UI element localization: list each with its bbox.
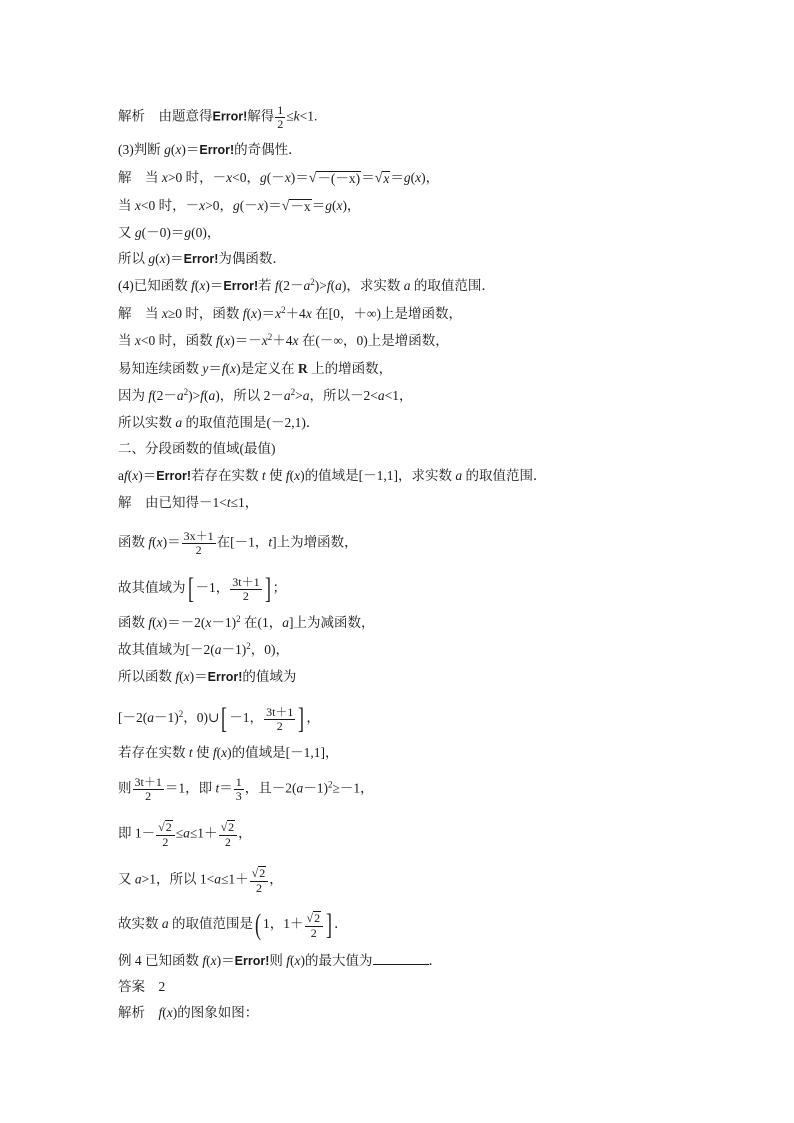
solution-line-continuous: 易知连续函数 y＝f(x)是定义在 R 上的增函数， <box>118 361 393 376</box>
question-line-4: (4)已知函数 f(x)＝Error!若 $f(2-a^2)>f(a)$，求实数 a 的取值范围． <box>118 277 495 293</box>
sqrt: √ －x <box>281 199 311 214</box>
solution-case-negative: 当 x<0 时，－x>0，g(－x)＝ √ －x ＝g(x)， <box>118 198 361 214</box>
fraction: √ 2 2 <box>219 820 238 849</box>
answer-blank <box>373 951 429 965</box>
example-3-solution-6: 所以函数 f(x)＝Error!的值域为 <box>118 669 297 684</box>
fraction: $\frac{3t+1}{2}$ <box>266 704 294 733</box>
example-3-solution-5: 故其值域为[$-2(a-1)^2$，0)， <box>118 641 289 657</box>
solution-line-increasing-2: 当 x<0 时，函数 $f(x)=-x^2+4x$ 在(－∞，0)上是增函数， <box>118 332 449 348</box>
example-3-solution-1: 解 由已知得－1<t≤1， <box>118 495 259 510</box>
example-3-solution-10: 即 1－ √ 2 2 ≤a≤1＋ √ 2 2 ， <box>118 820 252 849</box>
solution-case-positive: 解 当 x>0 时，－x<0，g(－x)＝ √ －(－x) ＝ √ x ＝g(x)， <box>118 170 440 186</box>
example-3-solution-11: 又 a>1，所以 1<a≤1＋ √ 2 2 ， <box>118 866 283 895</box>
example-3-question: af(x)＝Error!若存在实数 t 使 f(x)的值域是[－1,1]，求实数 a 的取值范围． <box>118 468 547 483</box>
fraction: $\frac{3t+1}{2}$ <box>134 775 162 803</box>
fraction: √ 2 2 <box>250 866 269 895</box>
solution-conclusion-even: 所以 g(x)＝Error!为偶函数． <box>118 251 286 266</box>
solution-line-increasing-1: 解 当 x≥0 时，函数 $f(x)=x^2+4x$ 在[0，＋∞)上是增函数， <box>118 305 463 321</box>
example-3-solution-7: [$-2(a-1)^2$，0)∪[ －1， $\frac{3t+1}{2}$ ] ， <box>118 702 320 735</box>
example-3-solution-3: 故其值域为[ －1， $\frac{3t+1}{2}$ ] ； <box>118 572 287 605</box>
solution-line-inequality: 因为 $f(2-a^2)>f(a)$，所以 $2-a^2>a$，所以－2<a<1， <box>118 387 413 403</box>
solution-line-g0: 又 g(－0)＝g(0)， <box>118 225 221 240</box>
fraction: √ 2 2 <box>305 911 324 940</box>
question-line-3: (3)判断 g(x)＝Error!的奇偶性． <box>118 142 302 157</box>
sqrt: √ x <box>374 171 390 186</box>
example-3-answer: 故实数 a 的取值范围是( 1，1＋ √ 2 2 ] ． <box>118 908 348 941</box>
fraction: $\frac{3x+1}{2}$ <box>183 529 214 557</box>
fraction: √ 2 2 <box>156 820 175 849</box>
example-3-solution-4: 函数 $f(x)=-2(x-1)^2$ 在(1，a]上为减函数， <box>118 614 375 630</box>
example-3-solution-2: 函数 f(x)＝ $\frac{3x+1}{2}$ 在[－1，t]上为增函数， <box>118 529 358 557</box>
solution-line-1: 解析 由题意得Error!解得 $\frac{1}{2}$ ≤k<1. <box>118 103 318 131</box>
example-4-analysis: 解析 f(x)的图象如图： <box>118 1005 259 1020</box>
solution-answer-range: 所以实数 a 的取值范围是(－2,1)． <box>118 415 320 430</box>
fraction: $\frac{1}{3}$ <box>235 775 242 803</box>
sqrt: √ －(－x) <box>308 171 361 186</box>
fraction: $\frac{1}{2}$ <box>277 103 284 131</box>
fraction: $\frac{3t+1}{2}$ <box>232 574 260 603</box>
example-4-question: 例 4 已知函数 f(x)＝Error!则 f(x)的最大值为 ． <box>118 953 443 968</box>
section-heading-2: 二、分段函数的值域(最值) <box>118 441 276 456</box>
example-4-answer: 答案 2 <box>118 979 166 994</box>
example-3-solution-8: 若存在实数 t 使 f(x)的值域是[－1,1]， <box>118 745 339 760</box>
example-3-solution-9: 则 $\frac{3t+1}{2}$ ＝1，即 t＝ $\frac{1}{3}$ ，且$-2(a-1)^2\ge-1$， <box>118 775 374 803</box>
